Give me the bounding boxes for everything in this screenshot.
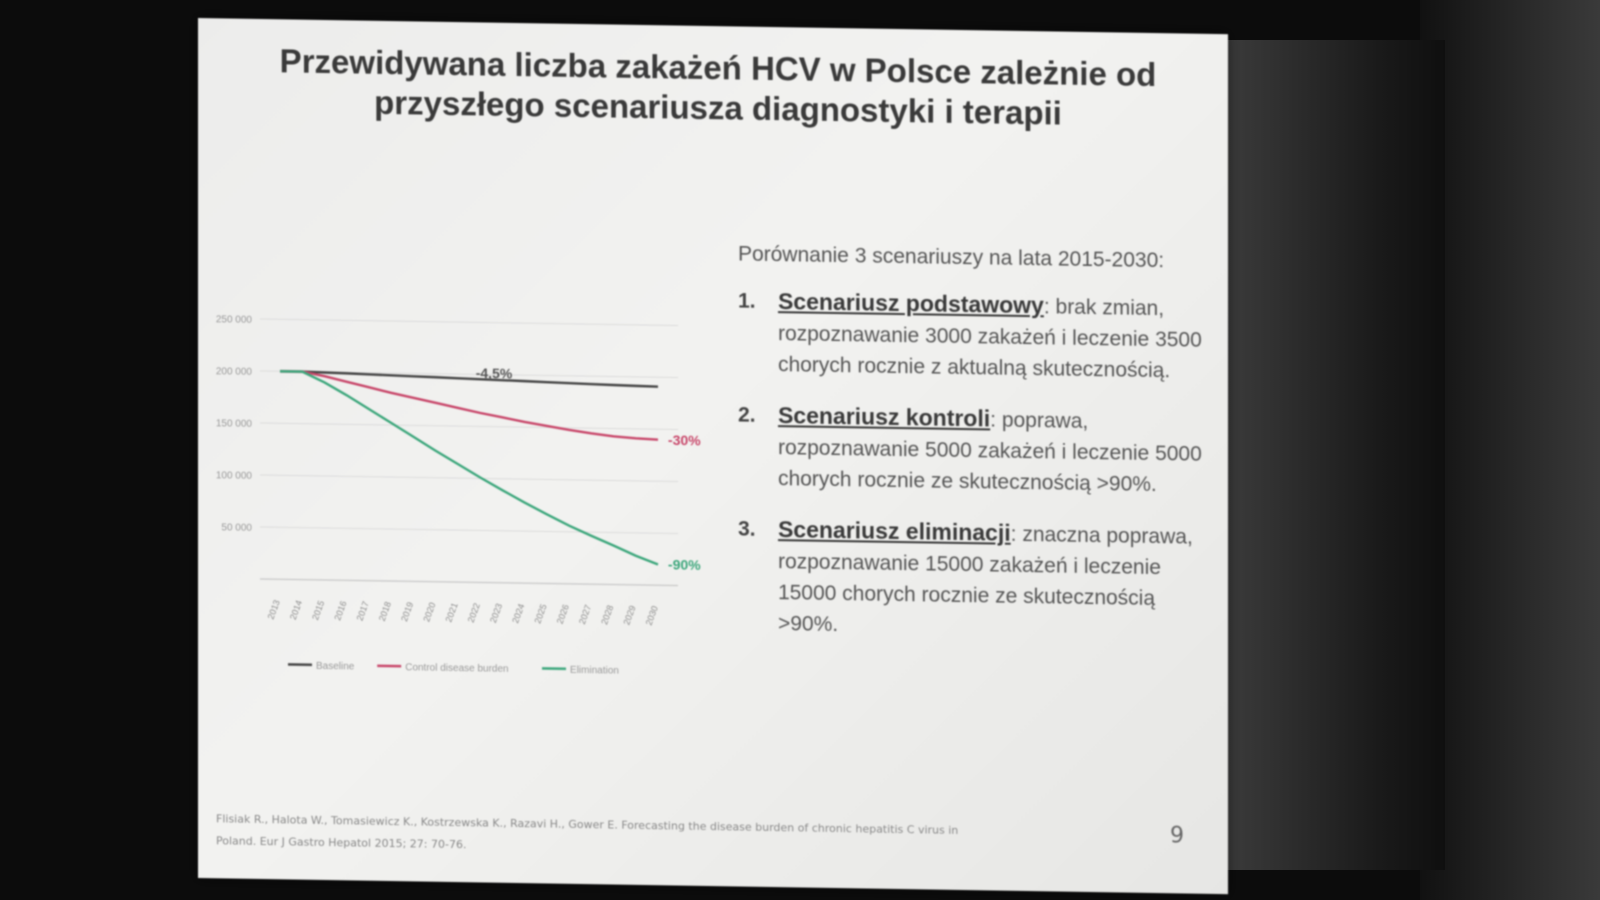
reference-citation — [216, 808, 1136, 866]
x-tick-label: 2023 — [487, 601, 505, 625]
legend-label: Baseline — [316, 660, 355, 673]
line-chart — [198, 288, 738, 716]
scenario-item-3 — [738, 513, 1208, 645]
x-tick-label: 2022 — [465, 601, 482, 624]
series-line — [280, 371, 658, 564]
series-end-label: -30% — [668, 431, 701, 449]
x-tick-label: 2017 — [354, 599, 371, 623]
x-tick-label: 2027 — [576, 603, 594, 626]
x-tick-label: 2020 — [421, 600, 438, 624]
y-tick-label: 150 000 — [215, 418, 252, 430]
x-tick-label: 2024 — [510, 602, 527, 625]
x-tick-label: 2018 — [376, 600, 394, 623]
reference-line-1: Flisiak R., Halota W., Tomasiewicz K., Kostrzewska K., Razavi H., Gower E. Forecasting the disease burden of chronic hepatitis C virus in — [216, 812, 959, 837]
gridline — [260, 475, 678, 482]
x-tick-label: 2014 — [287, 598, 305, 622]
projector-screen-shadow — [1225, 40, 1445, 870]
slide-title-line-2: przyszłego scenariusza diagnostyki i terapii — [374, 83, 1062, 132]
scenario-description: : znaczna poprawa, rozpoznawanie 15000 zakażeń i leczenie 15000 chorych rocznie ze skutecznością >90%. — [778, 522, 1193, 637]
series-end-label: -90% — [668, 556, 701, 574]
chart-svg — [198, 288, 738, 716]
room-background — [1420, 0, 1600, 900]
scenario-panel — [738, 238, 1208, 665]
scenario-intro: Porównanie 3 scenariuszy na lata 2015-2030: — [738, 242, 1165, 273]
x-tick-label: 2019 — [399, 600, 416, 623]
scenario-number: 3. — [738, 517, 756, 541]
scenario-name: Scenariusz kontroli — [778, 402, 991, 432]
scenario-name: Scenariusz podstawowy — [778, 288, 1044, 319]
x-tick-label: 2016 — [332, 599, 349, 622]
scenario-item-1 — [738, 285, 1208, 386]
legend-label: Control disease burden — [405, 662, 509, 675]
page-number: 9 — [1170, 823, 1184, 849]
x-tick-label: 2026 — [554, 602, 571, 626]
gridline — [260, 319, 678, 326]
scenario-item-2 — [738, 399, 1208, 500]
slide-title-line-1: Przewidywana liczba zakażeń HCV w Polsce zależnie od — [279, 42, 1157, 94]
y-tick-label: 200 000 — [215, 366, 252, 378]
x-tick-label: 2013 — [265, 598, 282, 621]
y-tick-label: 100 000 — [215, 470, 252, 482]
x-axis — [260, 579, 678, 586]
x-tick-label: 2025 — [532, 602, 549, 625]
x-tick-label: 2015 — [310, 599, 327, 622]
x-tick-label: 2021 — [443, 601, 460, 624]
scenario-number: 1. — [738, 289, 756, 313]
legend-label: Elimination — [570, 664, 619, 677]
slide-title — [238, 41, 1198, 136]
gridline — [260, 527, 678, 534]
x-tick-label: 2029 — [621, 604, 638, 627]
x-tick-label: 2030 — [643, 604, 660, 627]
scenario-description: : brak zmian, rozpoznawanie 3000 zakażeń i leczenie 3500 chorych rocznie z aktualną skutecznością. — [778, 295, 1202, 383]
x-tick-label: 2028 — [599, 603, 616, 626]
y-tick-label: 250 000 — [215, 314, 252, 326]
scenario-number: 2. — [738, 403, 756, 427]
scenario-description: : poprawa, rozpoznawanie 5000 zakażeń i leczenie 5000 chorych rocznie ze skutecznością >90%. — [778, 408, 1202, 497]
series-line — [280, 371, 658, 439]
scenario-list — [738, 285, 1208, 645]
gridline — [260, 423, 678, 430]
y-tick-label: 50 000 — [221, 522, 252, 534]
reference-line-2: Poland. Eur J Gastro Hepatol 2015; 27: 70-76. — [216, 834, 467, 852]
slide — [198, 18, 1228, 894]
scenario-name: Scenariusz eliminacji — [778, 516, 1011, 546]
series-end-label: -4,5% — [475, 364, 513, 382]
